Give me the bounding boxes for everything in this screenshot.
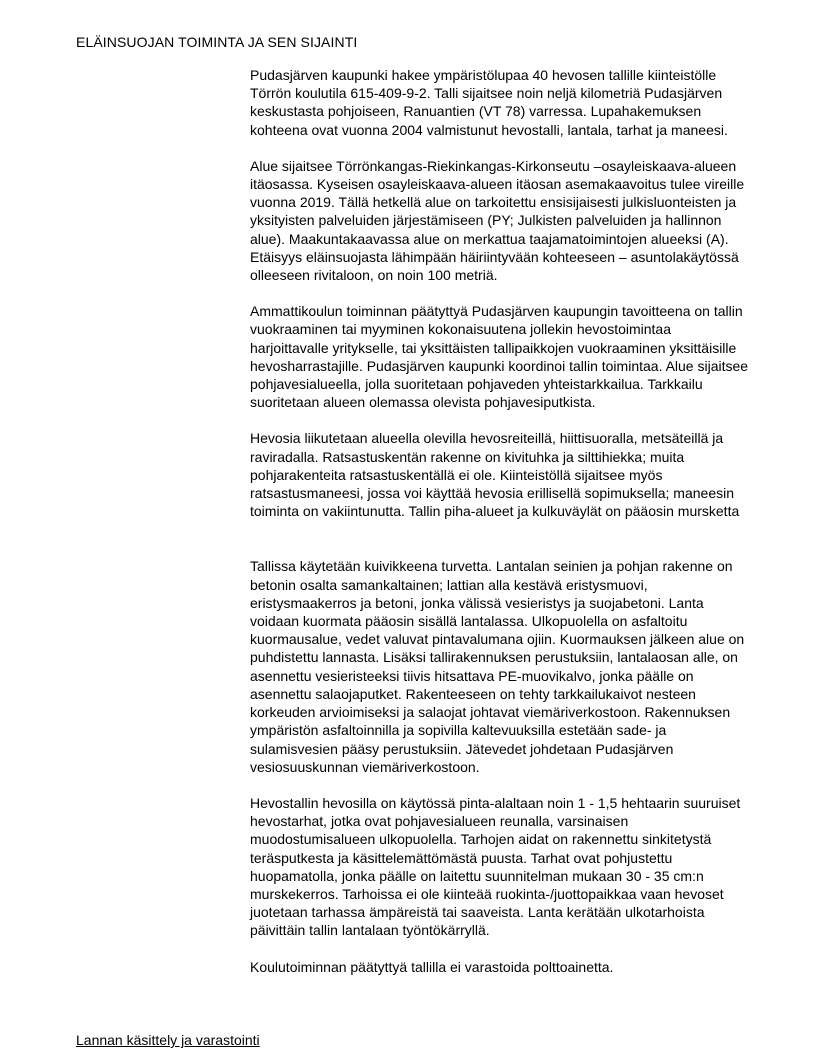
section-heading-manure-handling: Lannan käsittely ja varastointi: [76, 1032, 260, 1048]
paragraph-paddocks: Hevostallin hevosilla on käytössä pinta-alaltaan noin 1 - 1,5 hehtaarin suuruiset hevostarhat, jotka ovat pohjavesialueen reunalla, varsinaisen muodostumisalueen ulkopuolella. Tarhojen aidat on rakennettu sinkitetystä teräsputkesta ja käsittelemättömästä puusta. Tarhat ovat pohjustettu huopamatolla, jonka päälle on laitettu suunnitelman mukaan 30 - 35 cm:n murskekerros. Tarhoissa ei ole kiinteää ruokinta-/juottopaikkaa vaan hevoset juotetaan tarhassa ämpäreistä tai saaveista. Lanta kerätään ulkotarhoista päivittäin tallin lantalaan työntökärryllä.: [250, 794, 741, 939]
paragraph-horse-exercise: Hevosia liikutetaan alueella olevilla hevosreiteillä, hiittisuoralla, metsäteillä ja raviradalla. Ratsastuskentän rakenne on kivituhka ja silttihiekka; muita pohjarakenteita ratsastuskentällä ei ole. Kiinteistöllä sijaitsee myös ratsastusmaneesi, jossa voi käyttää hevosia erillisellä sopimuksella; maneesin toiminta on vakiintunutta. Tallin piha-alueet ja kulkuväylät on pääosin mursketta: [250, 430, 740, 520]
page-title: ELÄINSUOJAN TOIMINTA JA SEN SIJAINTI: [76, 34, 358, 50]
paragraph-fuel-storage: Koulutoiminnan päätyttyä tallilla ei varastoida polttoainetta.: [250, 958, 614, 975]
document-body: [250, 66, 750, 976]
paragraph-permit-application: Pudasjärven kaupunki hakee ympäristölupaa 40 hevosen tallille kiinteistölle Törrön koulutila 615-409-9-2. Talli sijaitsee noin neljä kilometriä Pudasjärven keskustasta pohjoiseen, Ranuantien (VT 78) varressa. Lupahakemuksen kohteena ovat vuonna 2004 valmistunut hevostalli, lantala, tarhat ja maneesi.: [250, 67, 728, 138]
paragraph-operation-plans: Ammattikoulun toiminnan päätyttyä Pudasjärven kaupungin tavoitteena on tallin vuokraaminen tai myyminen kokonaisuutena jollekin hevostoimintaa harjoittavalle yritykselle, tai yksittäisten tallipaikkojen vuokraaminen yksittäisille hevosharrastajille. Pudasjärven kaupunki koordinoi tallin toimintaa. Alue sijaitsee pohjavesialueella, jolla suoritetaan pohjaveden yhteistarkkailua. Tarkkailu suoritetaan alueen olemassa olevista pohjavesiputkista.: [250, 303, 749, 411]
paragraph-zoning: Alue sijaitsee Törrönkangas-Riekinkangas-Kirkonseutu –osayleiskaava-alueen itäosassa. Kyseisen osayleiskaava-alueen itäosan asemakaavoitus tulee vireille vuonna 2019. Tällä hetkellä alue on tarkoitettu ensisijaisesti julkisluonteisten ja yksityisten palveluiden järjestämiseen (PY; Julkisten palveluiden ja hallinnon alue). Maakuntakaavassa alue on merkattua taajamatoimintojen alueeksi (A). Etäisyys eläinsuojasta lähimpään häiriintyvään kohteeseen – asuntolakäytössä olleeseen rivitaloon, on noin 100 metriä.: [250, 157, 745, 284]
paragraph-manure-storage-structure: Tallissa käytetään kuivikkeena turvetta. Lantalan seinien ja pohjan rakenne on betonin osalta samankaltainen; lattian alla kestävä eristysmuovi, eristysmaakerros ja betoni, jonka välissä vesieristys ja suojabetoni. Lanta voidaan kuormata pääosin sisällä lantalassa. Ulkopuolella on asfaltoitu kuormausalue, vedet valuvat pintavalumana ojiin. Kuormauksen jälkeen alue on puhdistettu lannasta. Lisäksi tallirakennuksen perustuksiin, lantalaosan alle, on asennettu vesieristeeksi tiivis hitsattava PE-muovikalvo, jonka päälle on asennettu salaojaputket. Rakenteeseen on tehty tarkkailukaivot nesteen korkeuden arvioimiseksi ja salaojat johtavat viemäriverkostoon. Rakennuksen ympäristön asfaltoinnilla ja sopivilla kaltevuuksilla estetään sade- ja sulamisvesien pääsy perustuksiin. Jätevedet johdetaan Pudasjärven vesiosuuskunnan viemäriverkostoon.: [250, 558, 745, 775]
